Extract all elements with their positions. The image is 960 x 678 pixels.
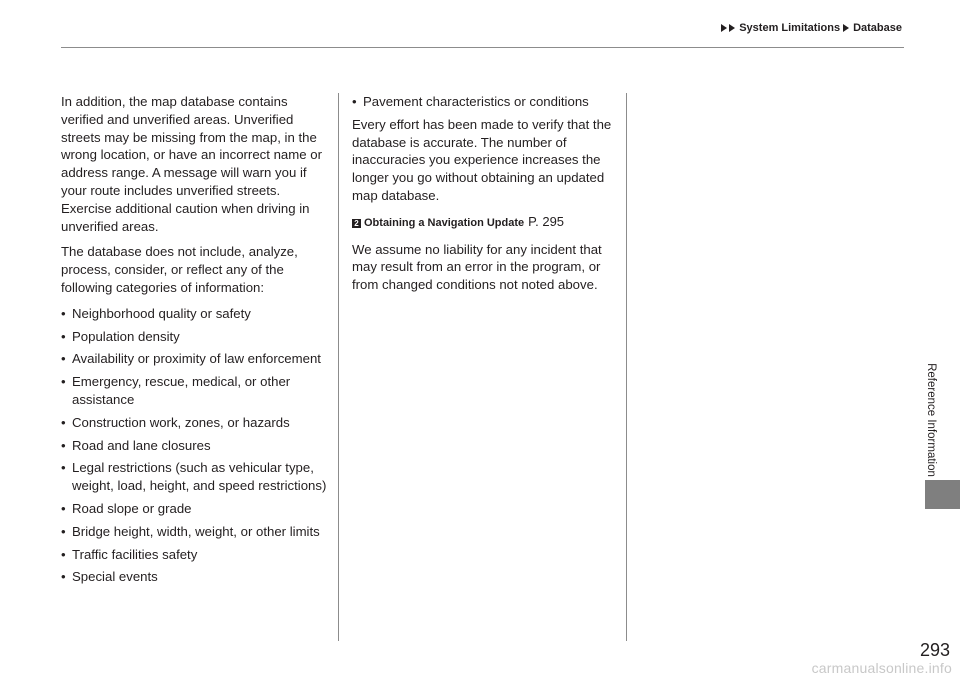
bullet-icon: • — [61, 305, 66, 321]
left-column — [61, 93, 331, 591]
bullet-icon: • — [61, 374, 66, 390]
triangle-right-icon — [729, 24, 735, 32]
watermark: carmanualsonline.info — [811, 660, 952, 676]
paragraph-verified-areas: In addition, the map database contains verified and unverified areas. Unverified streets may be missing from the map, in the wrong location, or have an incorrect name or address range. A message will warn you if your route includes unverified streets. Exercise additional caution when driving in unverified areas. — [61, 94, 322, 234]
list-item: • Legal restrictions (such as vehicular type, weight, load, height, and speed restrictions) — [61, 460, 327, 494]
bullet-icon: • — [61, 328, 66, 344]
breadcrumb-item-database[interactable]: Database — [853, 22, 902, 34]
triangle-right-icon — [843, 24, 849, 32]
exclusions-list-continued — [352, 93, 622, 111]
list-item: • Availability or proximity of law enforcement — [61, 351, 321, 367]
paragraph-accuracy: Every effort has been made to verify that the database is accurate. The number of inaccuracies you experience increases the longer you go without obtaining an updated map database. — [352, 116, 612, 203]
bullet-icon: • — [61, 546, 66, 562]
breadcrumb — [721, 22, 902, 34]
list-item: • Road slope or grade — [61, 500, 192, 516]
exclusions-list — [61, 305, 331, 586]
reference-arrow-icon: 2 — [352, 219, 361, 228]
paragraph-liability: We assume no liability for any incident that may result from an error in the program, or from changed conditions not noted above. — [352, 241, 602, 293]
bullet-icon: • — [61, 351, 66, 367]
bullet-icon: • — [61, 500, 66, 516]
bullet-icon: • — [61, 414, 66, 430]
column-divider — [338, 93, 339, 641]
triangle-right-icon — [721, 24, 727, 32]
paragraph-database-exclusions: The database does not include, analyze, process, consider, or reflect any of the following categories of information: — [61, 244, 298, 295]
list-item: • Construction work, zones, or hazards — [61, 414, 290, 430]
list-item: • Emergency, rescue, medical, or other assistance — [61, 374, 291, 407]
breadcrumb-item-system-limitations[interactable]: System Limitations — [739, 22, 841, 34]
page-number: 293 — [919, 640, 950, 660]
list-item: • Bridge height, width, weight, or other limits — [61, 523, 320, 539]
list-item: • Traffic facilities safety — [61, 546, 198, 562]
list-item: • Road and lane closures — [61, 437, 211, 453]
cross-reference-link[interactable] — [352, 213, 622, 233]
list-item: • Population density — [61, 328, 180, 344]
cross-reference-page: P. 295 — [528, 213, 565, 229]
list-item: • Special events — [61, 569, 158, 585]
list-item: • Neighborhood quality or safety — [61, 305, 251, 321]
bullet-icon: • — [352, 94, 357, 109]
bullet-icon: • — [61, 523, 66, 539]
right-column — [352, 93, 622, 302]
side-tab-label: Reference Information — [925, 363, 938, 477]
header-divider — [61, 47, 904, 48]
column-divider — [626, 93, 627, 641]
cross-reference-label: Obtaining a Navigation Update — [364, 216, 525, 229]
bullet-icon: • — [61, 437, 66, 453]
bullet-icon: • — [61, 569, 66, 585]
bullet-icon: • — [61, 460, 66, 476]
list-item: • Pavement characteristics or conditions — [352, 94, 589, 109]
side-tab-marker — [925, 480, 960, 509]
